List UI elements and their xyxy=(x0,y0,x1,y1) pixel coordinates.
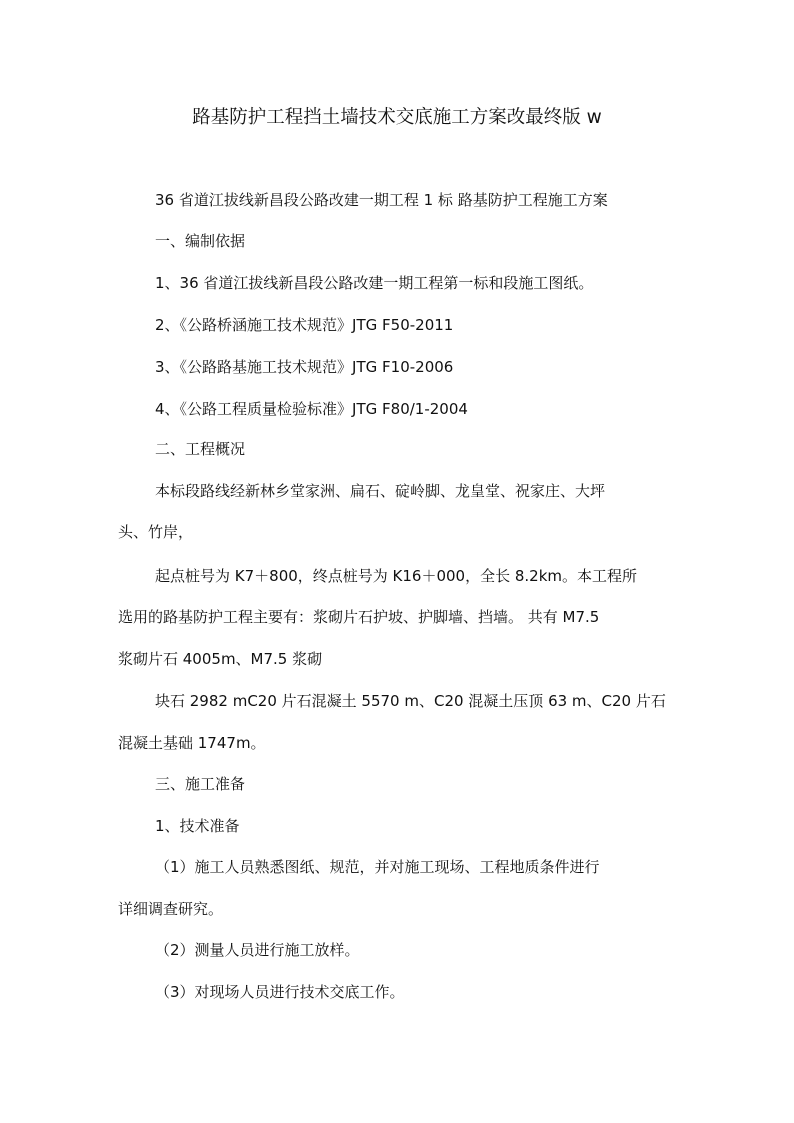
overview-text: 浆砌片石 4005m、M7.5 浆砌 xyxy=(118,650,323,668)
overview-text: 选用的路基防护工程主要有：浆砌片石护坡、护脚墙、挡墙。 共有 M7.5 xyxy=(118,608,600,626)
document-title: 路基防护工程挡土墙技术交底施工方案改最终版 w xyxy=(192,107,602,128)
overview-text: 本标段路线经新林乡堂家洲、扁石、碇岭脚、龙皇堂、祝家庄、大坪 xyxy=(155,482,606,500)
overview-text: 起点桩号为 K7＋800，终点桩号为 K16＋000，全长 8.2km。本工程所 xyxy=(155,567,638,585)
subsection-heading: 1、技术准备 xyxy=(155,817,240,835)
basis-item: 2、《公路桥涵施工技术规范》JTG F50-2011 xyxy=(155,316,454,334)
basis-item: 3、《公路路基施工技术规范》JTG F10-2006 xyxy=(155,358,454,376)
overview-text: 混凝土基础 1747m。 xyxy=(118,734,266,752)
section-heading: 三、施工准备 xyxy=(155,775,246,793)
project-heading: 36 省道江拔线新昌段公路改建一期工程 1 标 路基防护工程施工方案 xyxy=(155,191,608,209)
prep-item: （2）测量人员进行施工放样。 xyxy=(155,941,360,959)
prep-item: 详细调查研究。 xyxy=(118,900,224,918)
overview-text: 块石 2982 mC20 片石混凝土 5570 m、C20 混凝土压顶 63 m、C20 片石 xyxy=(155,692,666,710)
section-heading: 二、工程概况 xyxy=(155,440,246,458)
prep-item: （3）对现场人员进行技术交底工作。 xyxy=(155,983,405,1001)
overview-text: 头、竹岸， xyxy=(118,523,194,541)
section-heading: 一、编制依据 xyxy=(155,232,246,250)
basis-item: 4、《公路工程质量检验标准》JTG F80/1-2004 xyxy=(155,400,468,418)
prep-item: （1）施工人员熟悉图纸、规范，并对施工现场、工程地质条件进行 xyxy=(155,858,600,876)
basis-item: 1、36 省道江拔线新昌段公路改建一期工程第一标和段施工图纸。 xyxy=(155,274,594,292)
